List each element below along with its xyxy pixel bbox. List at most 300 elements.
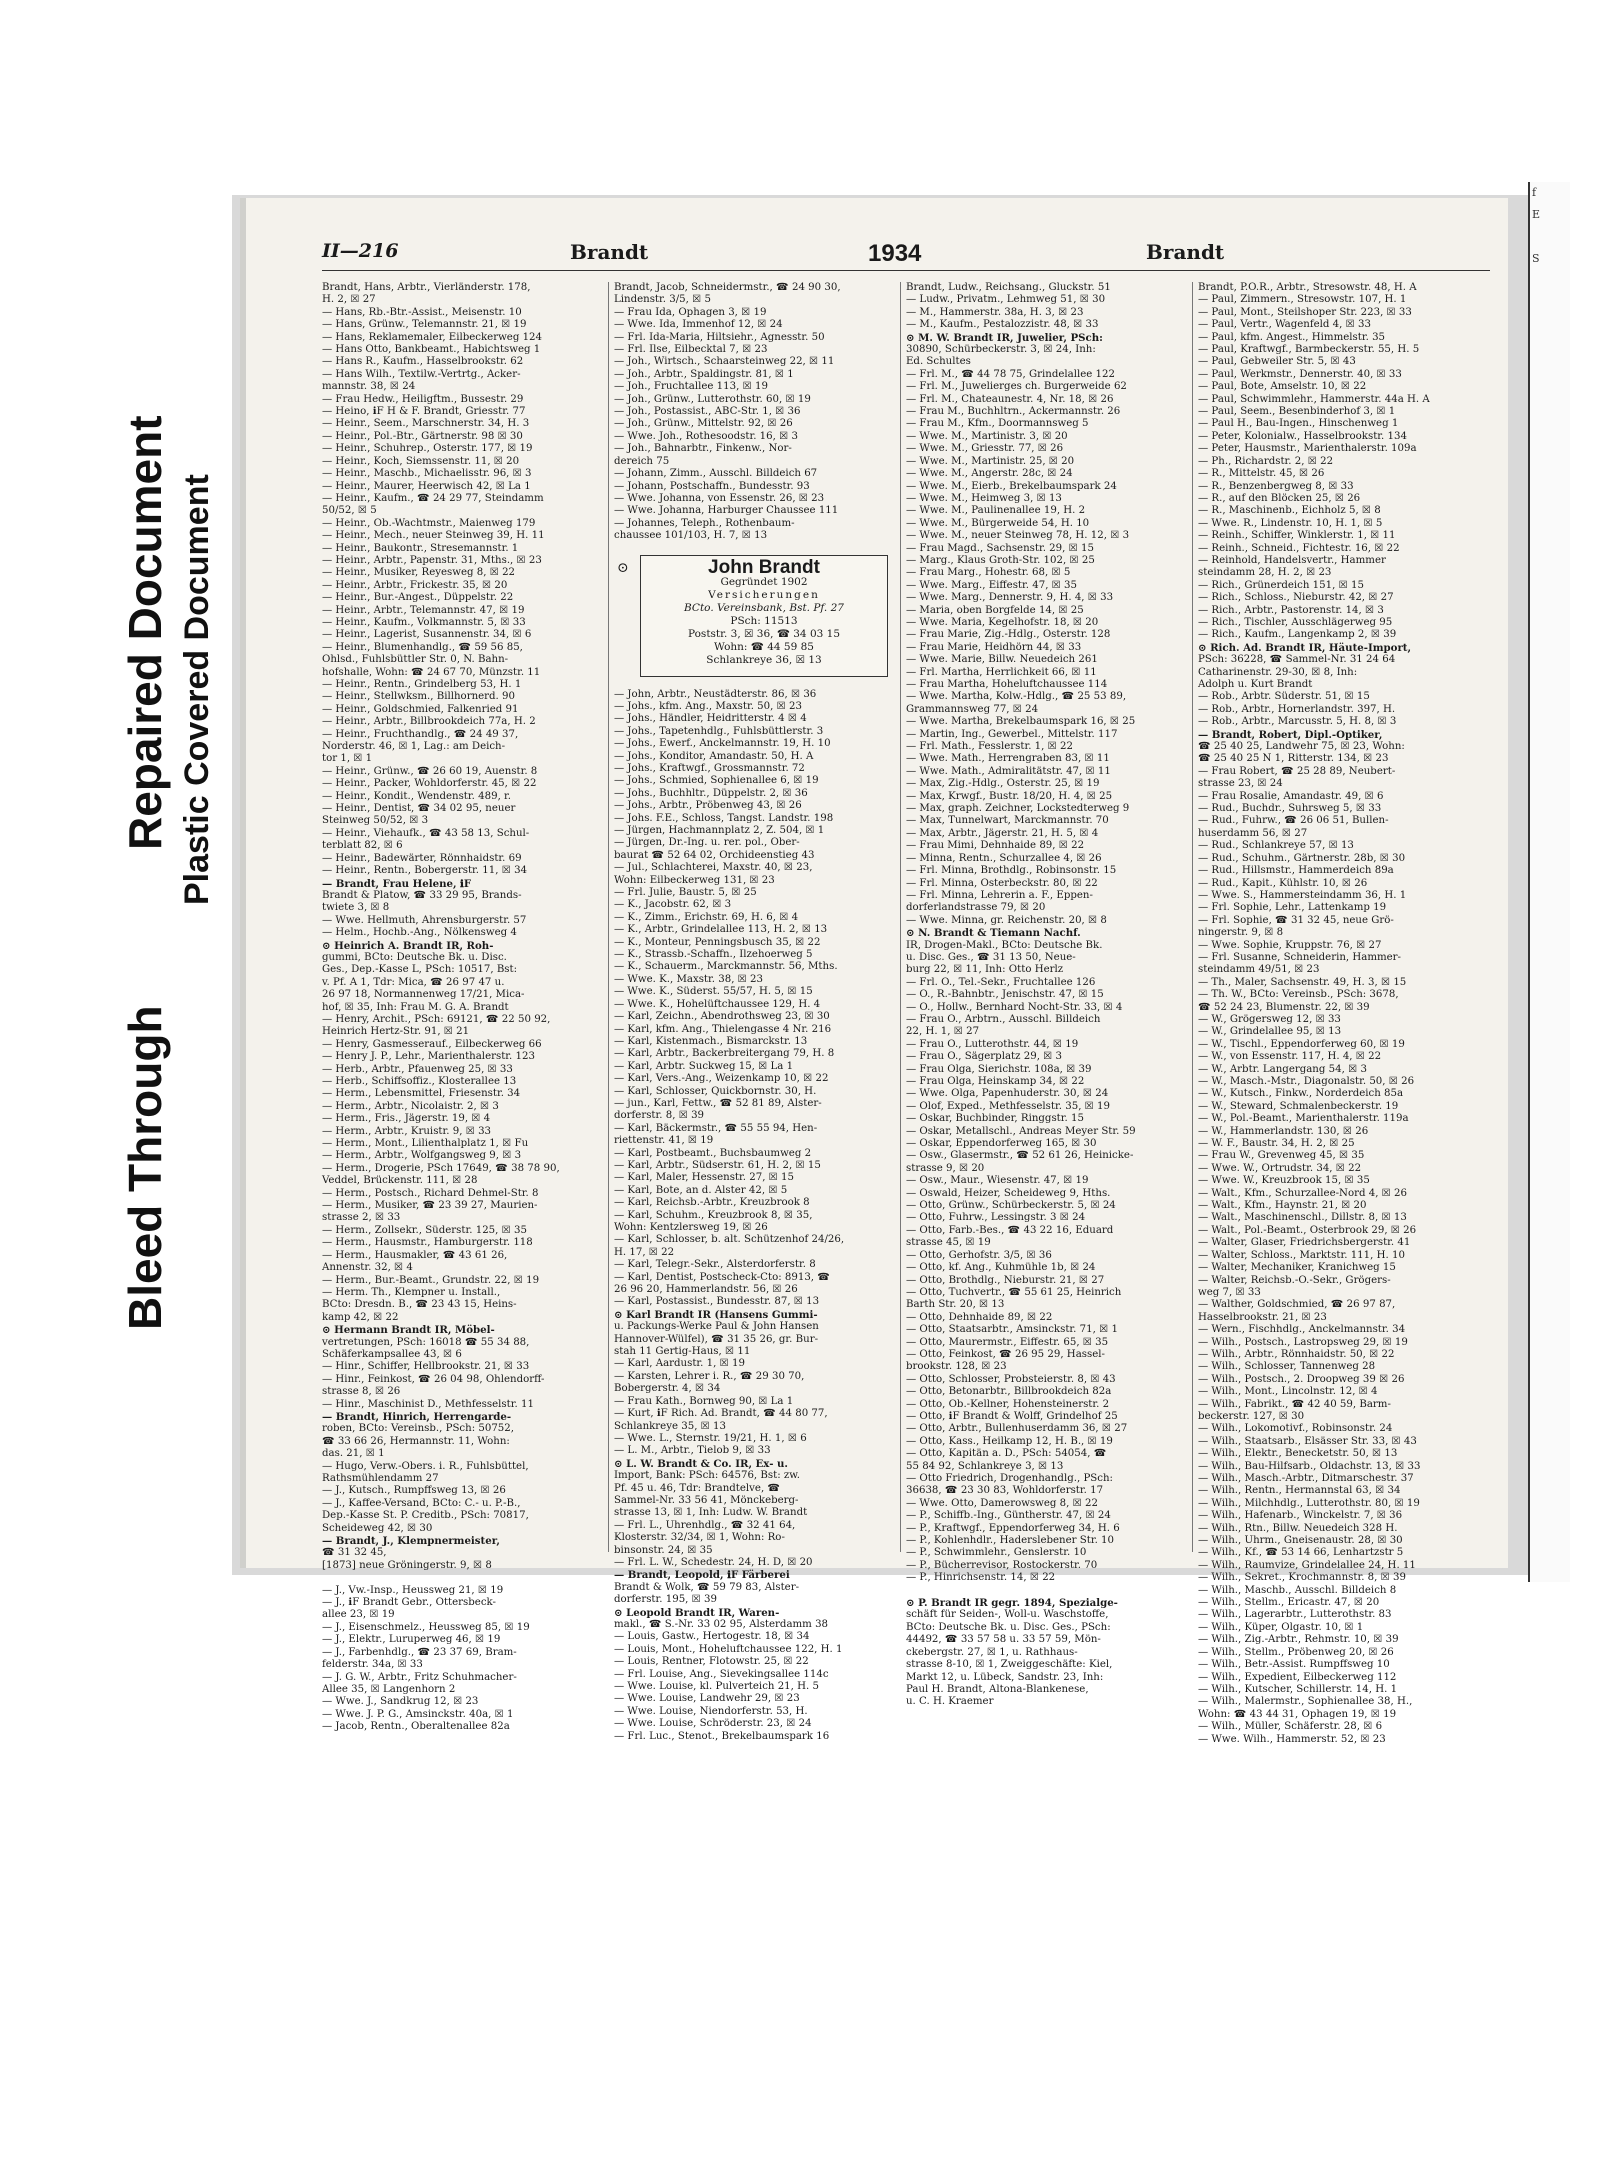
directory-entry: — Rud., Buchdr., Suhrsweg 5, ☒ 33 [1198, 803, 1382, 815]
directory-entry: — Herm., Arbtr., Nicolaistr. 2, ☒ 3 [322, 1100, 499, 1112]
directory-entry: — J., Elektr., Luruperweg 46, ☒ 19 [322, 1634, 501, 1646]
directory-entry: — W., Grögersweg 12, ☒ 33 [1198, 1013, 1341, 1025]
directory-entry: — W., Grindelallee 95, ☒ 13 [1198, 1026, 1342, 1038]
directory-entry: — Th. W., BCto: Vereinsb., PSch: 3678, [1198, 989, 1399, 1001]
directory-entry: — Oswald, Heizer, Scheideweg 9, Hths. [906, 1187, 1111, 1199]
directory-entry: — Rud., Schuhm., Gärtnerstr. 28b, ☒ 30 [1198, 852, 1406, 864]
directory-entry: — K., Strassb.-Schaffn., Ilzehoerweg 5 [614, 949, 813, 961]
directory-entry: — Frl. Minna, Lehrerin a. F., Eppen- [906, 889, 1093, 901]
directory-entry: — Wwe. Math., Admiralitätstr. 47, ☒ 11 [906, 765, 1111, 777]
directory-entry: — Wern., Fischhdlg., Anckelmannstr. 34 [1198, 1324, 1406, 1336]
directory-entry: — J., Farbenhdlg., ☎ 23 37 69, Bram- [322, 1646, 517, 1658]
directory-entry: — Brandt, J., Klempnermeister, [322, 1535, 500, 1548]
directory-entry: Hasselbrookstr. 21, ☒ 23 [1198, 1311, 1327, 1323]
directory-entry: strasse 2, ☒ 33 [322, 1212, 401, 1224]
directory-entry: strasse 9, ☒ 20 [906, 1162, 985, 1174]
directory-entry: — K., Schauerm., Marckmannstr. 56, Mths. [614, 961, 838, 973]
directory-entry: — M., Kaufm., Pestalozzistr. 48, ☒ 33 [906, 319, 1099, 331]
directory-entry: — Walt., Maschinenschl., Dillstr. 8, ☒ 13 [1198, 1212, 1407, 1224]
directory-entry: — Rich., Kaufm., Langenkamp 2, ☒ 39 [1198, 629, 1397, 641]
directory-entry: 26 96 20, Hammerlandstr. 56, ☒ 26 [614, 1284, 798, 1296]
directory-entry: — Heinr., Kaufm., Volkmannstr. 5, ☒ 33 [322, 616, 526, 628]
directory-entry: — Jürgen, Hachmannplatz 2, Z. 504, ☒ 1 [614, 825, 825, 836]
directory-entry: Hannover-Wülfel), ☎ 31 35 26, gr. Bur- [614, 1333, 819, 1345]
directory-entry: baurat ☎ 52 64 02, Orchideenstieg 43 [614, 849, 815, 861]
directory-entry: — Heinr., Stellwksm., Billhornerd. 90 [322, 691, 515, 703]
column-1 [322, 282, 602, 1733]
directory-entry: — K., Zimm., Erichstr. 69, H. 6, ☒ 4 [614, 911, 799, 923]
directory-entry: gummi, BCto: Deutsche Bk. u. Disc. [322, 951, 507, 963]
directory-entry: Catharinenstr. 29-30, ☒ 8, Inh: [1198, 666, 1358, 678]
directory-entry: — W. F., Baustr. 34, H. 2, ☒ 25 [1198, 1138, 1355, 1150]
directory-entry: — O., R.-Bahnbtr., Jenischstr. 47, ☒ 15 [906, 989, 1104, 1001]
directory-entry: vertretungen, PSch: 16018 ☎ 55 34 88, [322, 1336, 530, 1348]
directory-entry: — J., Vw.-Insp., Heussweg 21, ☒ 19 [322, 1584, 504, 1596]
directory-entry: — Frau O., Lutterothstr. 44, ☒ 19 [906, 1038, 1079, 1050]
directory-entry: — Brandt, Frau Helene, ℹF [322, 877, 472, 890]
directory-entry: — Heinr., Goldschmied, Falkenried 91 [322, 703, 519, 715]
directory-entry: — Karl, Postbeamt., Buchsbaumweg 2 [614, 1147, 812, 1159]
directory-entry: 44492, ☎ 33 57 58 u. 33 57 59, Mön- [906, 1634, 1101, 1646]
bleed-through-label: Bleed Through [119, 1005, 171, 1330]
directory-entry: — Wilh., Mont., Lincolnstr. 12, ☒ 4 [1198, 1386, 1378, 1398]
directory-entry: dereich 75 [614, 455, 670, 467]
directory-entry: BCto: Deutsche Bk. u. Disc. Ges., PSch: [906, 1621, 1111, 1633]
directory-entry: — Wwe. Math., Herrengraben 83, ☒ 11 [906, 753, 1110, 765]
directory-entry: — Oskar, Metallschl., Andreas Meyer Str. 59 [906, 1125, 1136, 1137]
directory-entry: — Frau Rosalie, Amandastr. 49, ☒ 6 [1198, 790, 1384, 802]
directory-entry: — jun., Karl, Fettw., ☎ 52 81 89, Alster- [614, 1097, 822, 1109]
directory-entry: — Jul., Schlachterei, Maxstr. 40, ☒ 23, [614, 862, 813, 874]
directory-entry: — P., Schwimmlehr., Genslerstr. 10 [906, 1547, 1087, 1559]
directory-entry: ⊙ N. Brandt & Tiemann Nachf. [906, 927, 1081, 940]
directory-entry: — Osw., Maur., Wiesenstr. 47, ☒ 19 [906, 1175, 1089, 1187]
directory-entry: — Wilh., Zig.-Arbtr., Rehmstr. 10, ☒ 39 [1198, 1634, 1399, 1646]
header-rule [322, 270, 1490, 271]
directory-entry: — Peter, Kolonialw., Hasselbrookstr. 134 [1198, 430, 1407, 442]
directory-entry: — Wwe. Maria, Kegelhofstr. 18, ☒ 20 [906, 616, 1099, 628]
directory-entry: — Wwe. Marg., Eiffestr. 47, ☒ 35 [906, 579, 1078, 591]
directory-entry: ⊙ Hermann Brandt IR, Möbel- [322, 1324, 495, 1337]
directory-entry: — Hans Wilh., Textilw.-Vertrtg., Acker- [322, 368, 521, 380]
directory-entry: — Olof, Exped., Methfesselstr. 35, ☒ 19 [906, 1100, 1111, 1112]
directory-entry: — Henry, Gasmesserauf., Eilbeckerweg 66 [322, 1038, 542, 1050]
directory-entry: — Karl, Aardustr. 1, ☒ 19 [614, 1358, 745, 1370]
directory-entry: hof, ☒ 35, Inh: Frau M. G. A. Brandt [322, 1001, 509, 1013]
directory-entry: — Otto, Schlosser, Probsteierstr. 8, ☒ 43 [906, 1373, 1116, 1385]
directory-entry: — W., Hammerlandstr. 130, ☒ 26 [1198, 1125, 1369, 1137]
directory-entry: strasse 45, ☒ 19 [906, 1237, 991, 1249]
directory-entry: — Helm., Hochb.-Ang., Nölkensweg 4 [322, 927, 517, 939]
directory-entry: beckerstr. 127, ☒ 30 [1198, 1410, 1305, 1422]
directory-entry: Dep.-Kasse St. P. Creditb., PSch: 70817, [322, 1510, 529, 1522]
directory-entry: — Walter, Glaser, Friedrichsbergerstr. 41 [1198, 1237, 1411, 1249]
directory-entry: — Otto, Kapitän a. D., PSch: 54054, ☎ [906, 1448, 1107, 1460]
directory-entry: Lindenstr. 3/5, ☒ 5 [614, 294, 711, 306]
directory-entry: strasse 8, ☒ 26 [322, 1386, 401, 1398]
advert-psch: PSch: 11513 [730, 614, 798, 627]
directory-entry: — Wwe. Martha, Brekelbaumspark 16, ☒ 25 [906, 716, 1136, 728]
directory-entry: — Frl. L., Uhrenhdlg., ☎ 32 41 64, [614, 1519, 796, 1531]
directory-entry: — Wilh., Hafenarb., Winckelstr. 7, ☒ 36 [1198, 1510, 1403, 1522]
directory-entry: strasse 13, ☒ 1, Inh: Ludw. W. Brandt [614, 1507, 808, 1519]
directory-entry: u. Packungs-Werke Paul & John Hansen [614, 1321, 819, 1333]
directory-entry: — Frau Marg., Hohestr. 68, ☒ 5 [906, 567, 1071, 579]
directory-entry: Veddel, Brückenstr. 111, ☒ 28 [322, 1175, 478, 1187]
directory-entry: — Minna, Rentn., Schurzallee 4, ☒ 26 [906, 852, 1102, 864]
directory-entry: — Johann, Zimm., Ausschl. Billdeich 67 [614, 468, 818, 480]
advert-founded: Gegründet 1902 [720, 575, 808, 588]
directory-entry: — Herm., Arbtr., Kruistr. 9, ☒ 33 [322, 1125, 492, 1137]
directory-entry: — Wwe. Louise, Landwehr 29, ☒ 23 [614, 1693, 800, 1705]
directory-entry: — Johs., kfm. Ang., Maxstr. 50, ☒ 23 [614, 700, 802, 712]
directory-entry: — R., auf den Blöcken 25, ☒ 26 [1198, 492, 1361, 504]
directory-entry: — Johs., Schmied, Sophienallee 6, ☒ 19 [614, 775, 819, 787]
directory-entry: — Otto, Feinkost, ☎ 26 95 29, Hassel- [906, 1348, 1105, 1360]
directory-entry: ☎ 31 32 45, [322, 1547, 387, 1559]
directory-entry: — Hans Otto, Bankbeamt., Habichtsweg 1 [322, 344, 541, 356]
repaired-document-label: Repaired Document [119, 415, 171, 850]
john-brandt-advert [617, 555, 888, 677]
directory-entry: — Herm., Fris., Jägerstr. 19, ☒ 4 [322, 1113, 491, 1125]
directory-entry: — W., von Essenstr. 117, H. 4, ☒ 22 [1198, 1051, 1382, 1063]
directory-entry: das. 21, ☒ 1 [322, 1448, 385, 1460]
directory-entry: — Wilh., Betr.-Assist. Rumpffsweg 10 [1198, 1659, 1390, 1671]
directory-entry: — Wwe. M., Eierb., Brekelbaumspark 24 [906, 480, 1117, 492]
directory-entry: — Johs., Arbtr., Pröbenweg 43, ☒ 26 [614, 800, 802, 812]
directory-entry: — Ph., Richardstr. 2, ☒ 22 [1198, 455, 1334, 467]
directory-entry: — Herm., Postsch., Richard Dehmel-Str. 8 [322, 1187, 539, 1199]
directory-entry: — J., Kutsch., Rumpffsweg 13, ☒ 26 [322, 1485, 506, 1497]
directory-entry: strasse 8-10, ☒ 1, Zweiggeschäfte: Kiel, [906, 1659, 1113, 1671]
directory-entry: — Joh., Fruchtallee 113, ☒ 19 [614, 381, 768, 393]
directory-entry: 22, H. 1, ☒ 27 [906, 1026, 980, 1038]
directory-entry: — Wilh., Kf., ☎ 53 14 66, Lenhartzstr 5 [1198, 1547, 1404, 1559]
directory-entry: — Jacob, Rentn., Oberaltenallee 82a [322, 1721, 510, 1733]
directory-entry: — K., Arbtr., Grindelallee 113, H. 2, ☒ 13 [614, 924, 828, 936]
directory-entry: — Wilh., Stellm., Pröbenweg 20, ☒ 26 [1198, 1646, 1394, 1658]
column-separator [900, 282, 901, 1552]
directory-entry: binsonstr. 24, ☒ 35 [614, 1544, 713, 1556]
directory-entry: — Joh., Arbtr., Spaldingstr. 81, ☒ 1 [614, 368, 794, 380]
directory-entry: dorferlandstrasse 79, ☒ 20 [906, 902, 1046, 914]
directory-entry: Heinrich Hertz-Str. 91, ☒ 21 [322, 1026, 470, 1038]
directory-entry: — Wwe. J., Sandkrug 12, ☒ 23 [322, 1696, 479, 1708]
directory-entry: — Wilh., Masch.-Arbtr., Ditmarschestr. 37 [1198, 1473, 1414, 1484]
directory-entry: — Wwe. Hellmuth, Ahrensburgerstr. 57 [322, 914, 527, 926]
directory-entry: — Wwe. Louise, Niendorferstr. 53, H. [614, 1705, 808, 1717]
directory-entry: — Karl, Bote, an d. Alster 42, ☒ 5 [614, 1184, 788, 1196]
directory-entry: H. 2, ☒ 27 [322, 294, 376, 306]
directory-entry: — Hans, Grünw., Telemannstr. 21, ☒ 19 [322, 319, 527, 331]
directory-entry: ☎ 25 40 25 N 1, Ritterstr. 134, ☒ 23 [1198, 753, 1389, 765]
directory-entry: — Paul, Seem., Besenbinderhof 3, ☒ 1 [1198, 406, 1396, 418]
directory-entry: — Otto, Dehnhaide 89, ☒ 22 [906, 1311, 1053, 1323]
directory-entry: Adolph u. Kurt Brandt [1198, 679, 1313, 690]
directory-entry: — Rich., Grünerdeich 151, ☒ 15 [1198, 579, 1364, 591]
directory-entry: ⊙ M. W. Brandt IR, Juwelier, PSch: [906, 331, 1103, 344]
directory-entry: Import, Bank: PSch: 64576, Bst: zw. [614, 1470, 800, 1482]
directory-entry: — Kurt, ℹF Rich. Ad. Brandt, ☎ 44 80 77, [614, 1408, 828, 1420]
directory-entry: — Frl. O., Tel.-Sekr., Fruchtallee 126 [906, 976, 1096, 988]
directory-entry: — J., ℹF Brandt Gebr., Ottersbeck- [322, 1597, 496, 1609]
directory-entry: twiete 3, ☒ 8 [322, 902, 390, 914]
directory-entry: — Reinh., Schneid., Fichtestr. 16, ☒ 22 [1198, 542, 1400, 554]
directory-entry: — Walt., Kfm., Haynstr. 21, ☒ 20 [1198, 1200, 1367, 1212]
directory-entry: — P., Schiffb.-Ing., Güntherstr. 47, ☒ 24 [906, 1510, 1111, 1522]
directory-entry: — Karl, Arbtr. Suckweg 15, ☒ La 1 [614, 1060, 794, 1072]
edge-fragment [1530, 226, 1570, 248]
directory-entry: makl., ☎ S.-Nr. 33 02 95, Alsterdamm 38 [614, 1619, 829, 1630]
edge-fragment [1530, 270, 1570, 292]
directory-entry: mannstr. 38, ☒ 24 [322, 381, 416, 393]
directory-entry: — Heinr., Kaufm., ☎ 24 29 77, Steindamm [322, 492, 544, 504]
directory-entry: — Max, Zig.-Hdlg., Osterstr. 25, ☒ 19 [906, 778, 1100, 790]
directory-entry: — Rich., Arbtr., Pastorenstr. 14, ☒ 3 [1198, 604, 1384, 616]
directory-entry: ⊙ Heinrich A. Brandt IR, Roh- [322, 939, 494, 952]
directory-entry: — Otto, Fuhrw., Lessingstr. 3 ☒ 24 [906, 1212, 1086, 1224]
directory-entry: — Frau O., Sägerplatz 29, ☒ 3 [906, 1051, 1063, 1063]
directory-entry: — Otto, Farb.-Bes., ☎ 43 22 16, Eduard [906, 1224, 1114, 1236]
directory-entry: — Wilh., Staatsarb., Elsässer Str. 33, ☒ 43 [1198, 1435, 1417, 1447]
directory-entry: — O., Hollw., Bernhard Nocht-Str. 33, ☒ 4 [906, 1001, 1123, 1013]
page-number: II—216 [322, 240, 399, 262]
directory-entry: — Heinr., Musiker, Reyesweg 8, ☒ 22 [322, 567, 516, 579]
directory-entry: — Karl, Reichsb.-Arbtr., Kreuzbrook 8 [614, 1197, 810, 1209]
directory-entry: — Maria, oben Borgfelde 14, ☒ 25 [906, 604, 1084, 616]
directory-entry: — Karl, Schlosser, Quickbornstr. 30, H. [614, 1085, 817, 1097]
directory-entry: Brandt, Jacob, Schneidermstr., ☎ 24 90 30, [614, 282, 841, 293]
directory-entry: — Heinr., Badewärter, Rönnhaidstr. 69 [322, 852, 522, 864]
directory-entry: — Frau Mimi, Dehnhaide 89, ☒ 22 [906, 840, 1085, 852]
directory-entry: — Rud., Fuhrw., ☎ 26 06 51, Bullen- [1198, 815, 1389, 827]
directory-entry: — Joh., Postassist., ABC-Str. 1, ☒ 36 [614, 406, 801, 418]
directory-entry: — R., Mittelstr. 45, ☒ 26 [1198, 468, 1325, 480]
directory-entry: — Frl. Ida-Maria, Hiltsiehr., Agnesstr. 50 [614, 331, 825, 343]
directory-entry: — Rob., Arbtr., Marcusstr. 5, H. 8, ☒ 3 [1198, 716, 1397, 728]
directory-entry: Ohlsd., Fuhlsbüttler Str. 0, N. Bahn- [322, 654, 509, 666]
directory-entry: — Joh., Wirtsch., Schaarsteinweg 22, ☒ 11 [614, 356, 835, 368]
directory-entry: — Herm., Arbtr., Wolfgangsweg 9, ☒ 3 [322, 1150, 522, 1162]
directory-entry: — Heinr., Maurer, Heerwisch 42, ☒ La 1 [322, 480, 531, 492]
directory-page [240, 198, 1508, 1745]
directory-entry: Markt 12, u. Lübeck, Sandstr. 23, Inh: [906, 1671, 1104, 1683]
directory-entry: — Herm., Lebensmittel, Friesenstr. 34 [322, 1088, 521, 1100]
directory-entry: — Frl. Martha, Herrlichkeit 66, ☒ 11 [906, 666, 1097, 678]
directory-entry: — Wilh., Maschb., Ausschl. Billdeich 8 [1198, 1584, 1397, 1596]
directory-entry: Grammannsweg 77, ☒ 24 [906, 703, 1039, 715]
directory-entry: — Oskar, Eppendorferweg 165, ☒ 30 [906, 1138, 1097, 1150]
directory-entry: — Wwe. W., Kreuzbrook 15, ☒ 35 [1198, 1175, 1370, 1187]
directory-entry: — Wwe. Marie, Billw. Neuedeich 261 [906, 654, 1098, 666]
directory-entry: ☎ 33 66 26, Hermannstr. 11, Wohn: [322, 1435, 510, 1447]
directory-entry: — K., Monteur, Penningsbusch 35, ☒ 22 [614, 936, 821, 948]
directory-entry: — Frau Robert, ☎ 25 28 89, Neubert- [1198, 765, 1396, 777]
directory-entry: — Wwe. Ida, Immenhof 12, ☒ 24 [614, 319, 783, 331]
directory-entry: — Frl. M., Chateaunestr. 4, Nr. 18, ☒ 26 [906, 393, 1114, 405]
directory-entry: — Karl, Dentist, Postscheck-Cto: 8913, ☎ [614, 1271, 830, 1283]
directory-entry: — Wilh., Uhrm., Gneisenaustr. 28, ☒ 30 [1198, 1535, 1403, 1547]
directory-entry: — Wwe. S., Hammersteindamm 36, H. 1 [1198, 889, 1407, 901]
directory-entry: — Frau Marie, Heidhörn 44, ☒ 33 [906, 641, 1082, 653]
directory-entry: — Wilh., Lagerarbtr., Lutterothstr. 83 [1198, 1609, 1392, 1621]
directory-entry: IR, Drogen-Makl., BCto: Deutsche Bk. [906, 939, 1103, 951]
directory-entry: — Otto, Betonarbtr., Billbrookdeich 82a [906, 1386, 1112, 1398]
directory-entry: — Heinr., Seem., Marschnerstr. 34, H. 3 [322, 418, 530, 430]
directory-entry: Brandt & Wolk, ☎ 59 79 83, Alster- [614, 1581, 800, 1593]
directory-entry: allee 23, ☒ 19 [322, 1609, 395, 1621]
directory-entry: — Heino, ℹF H & F. Brandt, Griesstr. 77 [322, 406, 526, 418]
directory-entry: Sammel-Nr. 33 56 41, Mönckeberg- [614, 1494, 799, 1506]
advert-postal: Poststr. 3, ☒ 36, ☎ 34 03 15 [687, 627, 841, 640]
column-separator [1192, 282, 1193, 1552]
directory-entry: — Herb., Schiffsoffiz., Klosterallee 13 [322, 1076, 517, 1087]
directory-entry: — Hinr., Maschinist D., Methfesselstr. 11 [322, 1398, 534, 1410]
directory-entry: — Walter, Mechaniker, Kranichweg 15 [1198, 1262, 1396, 1274]
directory-entry: ☎ 52 24 23, Blumenstr. 22, ☒ 39 [1198, 1001, 1370, 1013]
directory-entry: — Frl. Math., Fesslerstr. 1, ☒ 22 [906, 741, 1073, 753]
advert-home: Schlankreye 36, ☒ 13 [706, 653, 822, 666]
directory-entry: — Heinr., Grünw., ☎ 26 60 19, Auenstr. 8 [322, 765, 538, 777]
directory-entry: — Otto, Ob.-Kellner, Hohensteinerstr. 2 [906, 1398, 1110, 1410]
next-page-edge [1528, 182, 1570, 1582]
directory-entry: — Rob., Arbtr., Hornerlandstr. 397, H. [1198, 703, 1396, 715]
directory-entry: — Johs., Händler, Heidritterstr. 4 ☒ 4 [614, 713, 807, 725]
directory-entry: H. 17, ☒ 22 [614, 1246, 675, 1258]
directory-entry: hofshalle, Wohn: ☎ 24 67 70, Münzstr. 11 [322, 666, 541, 678]
directory-entry: — W., Masch.-Mstr., Diagonalstr. 50, ☒ 26 [1198, 1076, 1415, 1087]
directory-entry: — Wwe. M., Paulinenallee 19, H. 2 [906, 505, 1086, 517]
directory-entry: Wohn: Kentzlersweg 19, ☒ 26 [614, 1222, 768, 1233]
directory-entry: — Heinr., Maschb., Michaelisstr. 96, ☒ 3 [322, 468, 532, 480]
directory-entry: Brandt & Platow, ☎ 33 29 95, Brands- [322, 889, 522, 901]
directory-entry: — Wwe. J. P. G., Amsinckstr. 40a, ☒ 1 [322, 1708, 514, 1720]
directory-entry: Barth Str. 20, ☒ 13 [906, 1299, 1005, 1311]
directory-entry: Ed. Schultes [906, 356, 971, 368]
directory-entry: — Wilh., Arbtr., Rönnhaidstr. 50, ☒ 22 [1198, 1348, 1395, 1360]
directory-entry: — Heinr., Ob.-Wachtmstr., Maienweg 179 [322, 517, 536, 529]
directory-entry: ☎ 25 40 25, Landwehr 75, ☒ 23, Wohn: [1198, 741, 1405, 753]
directory-entry: — Oskar, Buchbinder, Ringgstr. 15 [906, 1113, 1084, 1125]
directory-entry: ⊙ L. W. Brandt & Co. IR, Ex- u. [614, 1457, 788, 1470]
directory-entry: — Walt., Kfm., Schurzallee-Nord 4, ☒ 26 [1198, 1187, 1408, 1199]
directory-entry: — Otto, Arbtr., Bullenhuserdamm 36, ☒ 27 [906, 1423, 1128, 1435]
directory-entry: — W., Kutsch., Finkw., Norderdeich 85a [1198, 1088, 1404, 1100]
directory-entry: — Frau W., Grevenweg 45, ☒ 35 [1198, 1150, 1365, 1162]
directory-entry: — Wilh., Postsch., Lastropsweg 29, ☒ 19 [1198, 1336, 1408, 1348]
directory-entry: — Wilh., Müller, Schäferstr. 28, ☒ 6 [1198, 1721, 1383, 1733]
directory-entry: — Otto, Tuchvertr., ☎ 55 61 25, Heinrich [906, 1286, 1122, 1298]
directory-entry: Schäferkampsallee 43, ☒ 6 [322, 1348, 462, 1360]
directory-entry: — Brandt, Leopold, ℹF Färberei [614, 1569, 790, 1582]
directory-entry: — Wilh., Elektr., Benecketstr. 50, ☒ 13 [1198, 1448, 1398, 1460]
directory-entry: — Paul H., Bau-Ingen., Hinschenweg 1 [1198, 418, 1399, 430]
directory-entry: Norderstr. 46, ☒ 1, Lag.: am Deich- [322, 741, 506, 753]
directory-entry: — Johs., Buchhltr., Düppelstr. 2, ☒ 36 [614, 787, 808, 799]
plastic-covered-label: Plastic Covered Document [178, 474, 216, 905]
directory-entry: strasse 23, ☒ 24 [1198, 778, 1283, 790]
directory-entry: — Henry, Archit., PSch: 69121, ☎ 22 50 92, [322, 1013, 551, 1025]
directory-entry: — Otto, kf. Ang., Kuhmühle 1b, ☒ 24 [906, 1262, 1096, 1274]
directory-entry: Rathsmühlendamm 27 [322, 1473, 439, 1484]
directory-entry: riettenstr. 41, ☒ 19 [614, 1135, 714, 1147]
advert-bank: BCto. Vereinsbank, Bst. Pf. 27 [684, 601, 844, 614]
directory-entry: — Wilh., Milchhdlg., Lutterothstr. 80, ☒ 19 [1198, 1497, 1420, 1509]
directory-entry: Schlankreye 35, ☒ 13 [614, 1420, 727, 1432]
directory-entry: — Wilh., Sekret., Krochmannstr. 8, ☒ 39 [1198, 1572, 1406, 1584]
directory-entry: — Walter, Reichsb.-O.-Sekr., Grögers- [1198, 1274, 1391, 1286]
directory-entry: — P., Bücherrevisor, Rostockerstr. 70 [906, 1559, 1098, 1571]
directory-entry: — Wilh., Expedient, Eilbeckerweg 112 [1198, 1671, 1397, 1683]
directory-entry: tor 1, ☒ 1 [322, 753, 373, 765]
directory-entry: — Wwe. Wilh., Hammerstr. 52, ☒ 23 [1198, 1733, 1386, 1745]
directory-entry: — Reinhold, Handelsvertr., Hammer [1198, 554, 1386, 566]
directory-entry: — Henry J. P., Lehr., Marienthalerstr. 123 [322, 1051, 535, 1063]
directory-entry: — Wwe. Louise, kl. Pulverteich 21, H. 5 [614, 1681, 819, 1693]
directory-entry: stah 11 Gertig-Haus, ☒ 11 [614, 1346, 751, 1358]
directory-entry: — Herm., Hausmstr., Hamburgerstr. 118 [322, 1237, 533, 1249]
directory-entry: — Karl, Schlosser, b. alt. Schützenhof 24/26, [614, 1234, 845, 1246]
directory-entry: kamp 42, ☒ 22 [322, 1311, 399, 1323]
directory-entry: — Wilh., Stellm., Ericastr. 47, ☒ 20 [1198, 1597, 1380, 1609]
directory-entry: — Wwe. Johanna, von Essenstr. 26, ☒ 23 [614, 492, 825, 504]
directory-entry: — Joh., Grünw., Mittelstr. 92, ☒ 26 [614, 418, 793, 430]
directory-entry: — Heinr., Lagerist, Susannenstr. 34, ☒ 6 [322, 629, 532, 641]
directory-entry: — Frau Olga, Heinskamp 34, ☒ 22 [906, 1076, 1085, 1087]
directory-entry: — Heinr., Kondit., Wendenstr. 489, r. [322, 790, 512, 802]
edge-fragment [1530, 292, 1570, 314]
directory-entry: terblatt 82, ☒ 6 [322, 840, 403, 852]
directory-entry: — Frl. Luc., Stenot., Brekelbaumspark 16 [614, 1730, 830, 1742]
directory-entry: — Heinr., Koch, Siemssenstr. 11, ☒ 20 [322, 455, 520, 467]
directory-entry: — Otto, Staatsarbtr., Amsinckstr. 71, ☒ 1 [906, 1324, 1118, 1336]
directory-entry: — Wilh., Kutscher, Schillerstr. 14, H. 1 [1198, 1683, 1398, 1695]
directory-entry: — Jürgen, Dr.-Ing. u. rer. pol., Ober- [614, 837, 800, 849]
directory-entry: steindamm 28, H. 2, ☒ 23 [1198, 567, 1332, 579]
directory-entry: — Louis, Rentner, Flotowstr. 25, ☒ 22 [614, 1656, 809, 1668]
edge-fragment: E [1532, 208, 1541, 221]
directory-entry: — Wwe. Minna, gr. Reichenstr. 20, ☒ 8 [906, 914, 1107, 926]
directory-entry: — Herb., Arbtr., Pfauenweg 25, ☒ 33 [322, 1063, 513, 1075]
directory-entry: — Frau Olga, Sierichstr. 108a, ☒ 39 [906, 1063, 1092, 1075]
directory-entry: Brandt, Hans, Arbtr., Vierländerstr. 178, [322, 282, 531, 293]
directory-entry: felderstr. 34a, ☒ 33 [322, 1659, 423, 1671]
directory-entry: Paul H. Brandt, Altona-Blankenese, [906, 1683, 1089, 1695]
directory-entry: ningerstr. 9, ☒ 8 [1198, 927, 1284, 939]
directory-entry: huserdamm 56, ☒ 27 [1198, 827, 1308, 839]
directory-entry: — Frau Kath., Bornweg 90, ☒ La 1 [614, 1395, 794, 1407]
directory-entry: — Otto, ℹF Brandt & Wolff, Grindelhof 25 [906, 1410, 1118, 1422]
directory-entry: — Otto, Grünw., Schürbeckerstr. 5, ☒ 24 [906, 1200, 1116, 1212]
directory-entry: — Max, Krwgf., Bustr. 18/20, H. 4, ☒ 25 [906, 790, 1113, 802]
directory-entry: ckebergstr. 27, ☒ 1, u. Rathhaus- [906, 1646, 1078, 1658]
directory-entry: — Herm., Drogerie, PSch 17649, ☎ 38 78 90, [322, 1162, 560, 1174]
directory-entry: — Brandt, Hinrich, Herrengarde- [322, 1410, 512, 1423]
directory-entry: — Max, graph. Zeichner, Lockstedterweg 9 [906, 803, 1130, 815]
directory-entry: — P., Kohlenhdlr., Haderslebener Str. 10 [906, 1535, 1115, 1547]
directory-entry: — Heinr., Pol.-Btr., Gärtnerstr. 98 ☒ 30 [322, 430, 523, 442]
directory-entry: u. Disc. Ges., ☎ 31 13 50, Neue- [906, 951, 1076, 963]
directory-entry: — John, Arbtr., Neustädterstr. 86, ☒ 36 [614, 688, 817, 700]
directory-entry: — Rud., Schlankreye 57, ☒ 13 [1198, 840, 1354, 852]
directory-entry: — Frau Magd., Sachsenstr. 29, ☒ 15 [906, 542, 1094, 554]
directory-entry: — Wwe. Sophie, Kruppstr. 76, ☒ 27 [1198, 939, 1382, 951]
directory-entry: — Heinr., Dentist, ☎ 34 02 95, neuer [322, 803, 516, 815]
directory-entry: — Wwe. Martha, Kolw.-Hdlg., ☎ 25 53 89, [906, 691, 1127, 703]
directory-entry: — Johs., Ewerf., Anckelmannstr. 19, H. 10 [614, 738, 831, 750]
directory-entry: — Karl, Schuhm., Kreuzbrook 8, ☒ 35, [614, 1209, 813, 1221]
directory-entry: — Louis, Gastw., Hertogestr. 18, ☒ 34 [614, 1631, 810, 1643]
